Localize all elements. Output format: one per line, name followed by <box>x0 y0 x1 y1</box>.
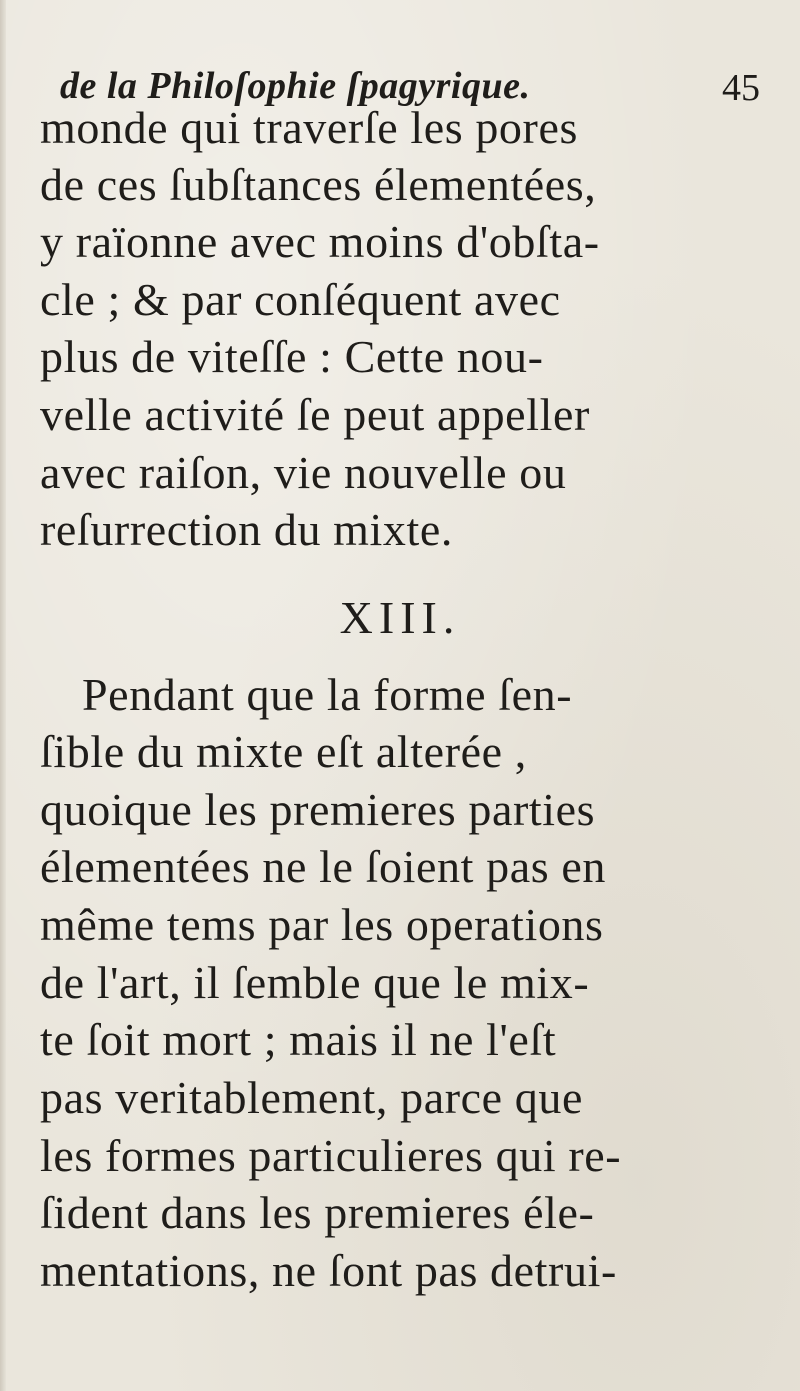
text-line: de ces ſubſtances élementées, <box>40 159 597 210</box>
page-number: 45 <box>722 67 760 109</box>
text-line: y raïonne avec moins d'obſta- <box>40 216 600 267</box>
section-heading: XIII. <box>339 592 461 643</box>
text-line: mentations, ne ſont pas detrui- <box>40 1245 617 1296</box>
running-title: de la Philoſophie ſpagyrique. <box>60 65 531 107</box>
text-line: quoique les premieres parties <box>40 784 596 835</box>
page-gutter-edge <box>0 0 6 1391</box>
text-line: avec raiſon, vie nouvelle ou <box>40 447 567 498</box>
text-line: ſible du mixte eſt alterée , <box>40 726 527 777</box>
text-line: plus de viteſſe : Cette nou- <box>40 331 544 382</box>
text-line: même tems par les operations <box>40 899 604 950</box>
text-line: de l'art, il ſemble que le mix- <box>40 957 590 1008</box>
text-line: élementées ne le ſoient pas en <box>40 841 606 892</box>
text-line: les formes particulieres qui re- <box>40 1130 622 1181</box>
text-line: cle ; & par conſéquent avec <box>40 274 561 325</box>
text-line: pas veritablement, parce que <box>40 1072 583 1123</box>
text-line: velle activité ſe peut appeller <box>40 389 590 440</box>
text-line: monde qui traverſe les pores <box>40 102 578 153</box>
text-line: Pendant que la forme ſen- <box>82 669 573 720</box>
text-line: reſurrection du mixte. <box>40 504 454 555</box>
text-line: ſident dans les premieres éle- <box>40 1187 595 1238</box>
text-line: te ſoit mort ; mais il ne l'eſt <box>40 1014 557 1065</box>
